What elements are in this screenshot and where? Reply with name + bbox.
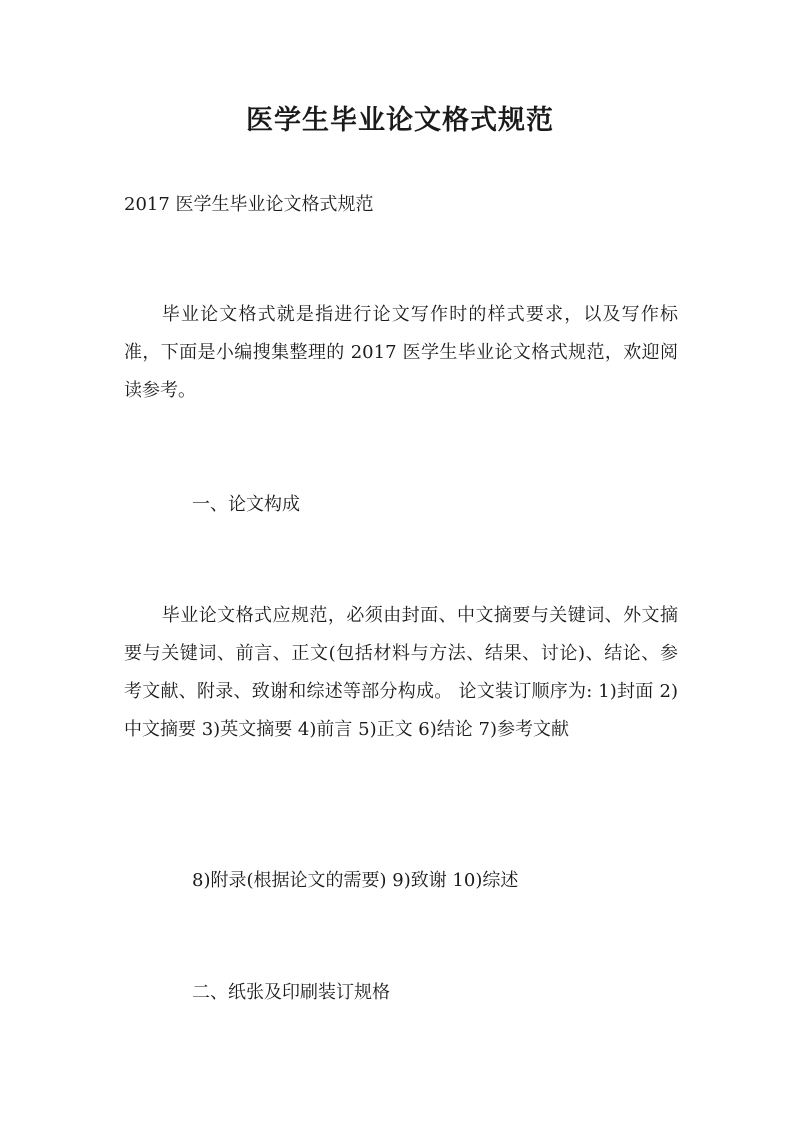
composition-continued-line: 8)附录(根据论文的需要) 9)致谢 10)综述 — [192, 870, 519, 891]
section-heading-paper-printing: 二、纸张及印刷装订规格 — [192, 982, 390, 1003]
intro-paragraph: 毕业论文格式就是指进行论文写作时的样式要求，以及写作标准，下面是小编搜集整理的 2017 医学生毕业论文格式规范，欢迎阅读参考。 — [124, 304, 678, 401]
document-title: 医学生毕业论文格式规范 — [246, 105, 554, 136]
section-heading-composition: 一、论文构成 — [192, 494, 300, 515]
document-subtitle: 2017 医学生毕业论文格式规范 — [124, 194, 374, 215]
composition-paragraph: 毕业论文格式应规范，必须由封面、中文摘要与关键词、外文摘要与关键词、前言、正文(包括材料与方法、结果、讨论)、结论、参考文献、附录、致谢和综述等部分构成。 论文装订顺序为: 1)封面 2)中文摘要 3)英文摘要 4)前言 5)正文 6)结论 7)参考文献 — [124, 605, 678, 740]
